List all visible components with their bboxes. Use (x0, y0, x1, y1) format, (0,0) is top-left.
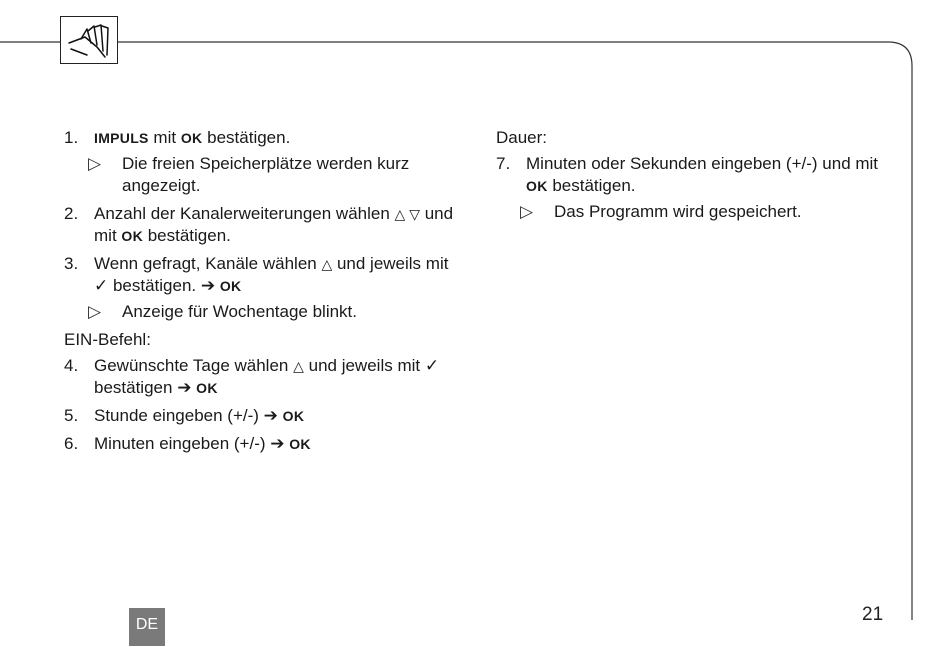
triangle-marker-icon: ▷ (88, 154, 102, 173)
ok-keyword: OK (121, 228, 143, 244)
page-number: 21 (862, 604, 884, 625)
step-list (496, 153, 896, 223)
step-number: 3. (64, 254, 79, 273)
text-fragment: mit (148, 128, 181, 147)
text-fragment: Stunde eingeben (+/-) (94, 406, 264, 425)
arrow-keys-icon: △ (293, 358, 304, 374)
ok-keyword: IMPULS (94, 130, 149, 146)
step-text (94, 433, 464, 455)
text-fragment: ✓ (424, 356, 440, 375)
ok-keyword: OK (282, 408, 305, 424)
step-text (94, 127, 464, 149)
text-fragment: und jeweils mit (303, 356, 425, 375)
step-number: 6. (64, 434, 79, 453)
language-badge: DE (129, 608, 165, 646)
step-result-text: Anzeige für Wochentage blinkt. (122, 302, 357, 321)
text-fragment: bestätigen. (547, 176, 636, 195)
text-fragment: bestätigen. (202, 128, 291, 147)
step-number: 4. (64, 356, 79, 375)
arrow-keys-icon: △ ▽ (394, 206, 420, 222)
section-heading-ein-befehl: EIN-Befehl: (64, 330, 151, 349)
step-result-text: Das Programm wird gespeichert. (554, 202, 802, 221)
step-text (94, 355, 464, 399)
step-list (64, 355, 464, 455)
ok-keyword: OK (526, 178, 548, 194)
text-fragment: Minuten eingeben (+/-) (94, 434, 271, 453)
triangle-marker-icon: ▷ (520, 202, 534, 221)
text-fragment: ➔ (270, 434, 290, 453)
list-item (64, 405, 464, 427)
list-item (496, 153, 896, 197)
step-number: 7. (496, 154, 511, 173)
list-item (64, 433, 464, 455)
text-fragment: und mit (94, 204, 454, 245)
list-item (64, 355, 464, 399)
text-fragment: Wenn gefragt, Kanäle wählen (94, 254, 322, 273)
step-number: 2. (64, 204, 79, 223)
ok-keyword: OK (196, 380, 218, 396)
step-result (520, 201, 896, 223)
step-text (526, 153, 896, 197)
text-fragment: Minuten oder Sekunden eingeben (+/-) und mit (526, 154, 879, 173)
step-result (88, 153, 464, 197)
triangle-marker-icon: ▷ (88, 302, 102, 321)
ok-keyword: OK (289, 436, 311, 452)
text-fragment: ➔ (200, 276, 220, 295)
text-fragment: bestätigen (94, 378, 178, 397)
step-result (88, 301, 464, 323)
text-fragment: ➔ (177, 378, 197, 397)
list-item (64, 253, 464, 297)
section-heading-dauer: Dauer: (496, 128, 548, 147)
text-fragment: bestätigen. (108, 276, 201, 295)
step-text (94, 253, 464, 297)
list-item (64, 127, 464, 149)
text-fragment: Anzahl der Kanalerweiterungen wählen (94, 204, 395, 223)
arrow-keys-icon: △ (321, 256, 333, 272)
left-column (64, 127, 464, 461)
step-text (94, 405, 464, 427)
step-number: 1. (64, 128, 79, 147)
text-fragment: bestätigen. (143, 226, 231, 245)
list-item (64, 203, 464, 247)
ok-keyword: OK (180, 130, 203, 146)
text-fragment: Gewünschte Tage wählen (94, 356, 294, 375)
text-fragment: ➔ (263, 406, 283, 425)
right-column (496, 127, 896, 229)
step-result-text: Die freien Speicherplätze werden kurz angezeigt. (122, 154, 410, 195)
step-number: 5. (64, 406, 79, 425)
step-list (64, 127, 464, 323)
hand-press-icon (60, 16, 118, 64)
ok-keyword: OK (219, 278, 242, 294)
text-fragment: ✓ (94, 276, 109, 295)
step-text (94, 203, 464, 247)
text-fragment: und jeweils mit (332, 254, 449, 273)
